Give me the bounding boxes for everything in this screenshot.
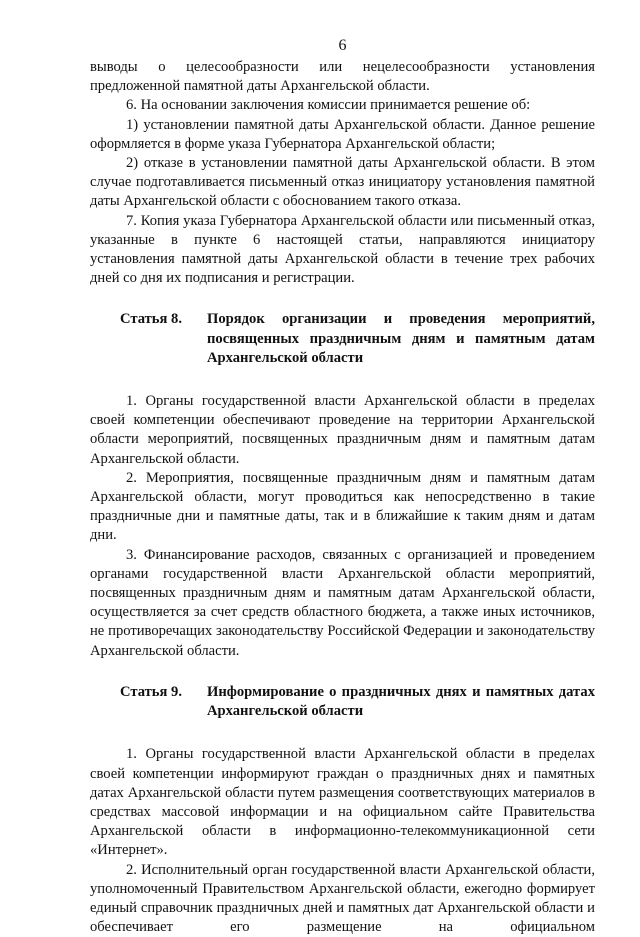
article-9-paragraph-1: 1. Органы государственной власти Архангельской области в пределах своей компетенции информируют граждан о праздничных днях и памятных датах Архангельской области путем размещения соответствующих материалов в средствах массовой информации и на официальном сайте Правительства Архангельской области в информационно-телекоммуникационной сети «Интернет».: [90, 746, 595, 859]
page-number: 6: [338, 37, 347, 54]
paragraph-subitem-2: 2) отказе в установлении памятной даты Архангельской области. В этом случае подготавливается письменный отказ инициатору установления памятной даты Архангельской области с обоснованием такого отказа.: [90, 155, 595, 210]
paragraph-subitem-1: 1) установлении памятной даты Архангельской области. Данное решение оформляется в форме указа Губернатора Архангельской области;: [90, 116, 595, 152]
paragraph-continuation: выводы о целесообразности или нецелесообразности установления предложенной памятной даты Архангельской области.: [90, 59, 595, 95]
article-9-paragraph-2: 2. Исполнительный орган государственной власти Архангельской области, уполномоченный Правительством Архангельской области, ежегодно формирует единый справочник праздничных дней и памятных дат Архангельской области и обеспечивает его размещение на официальном: [90, 861, 595, 936]
article-8-heading: [120, 310, 595, 368]
paragraph-item-7: 7. Копия указа Губернатора Архангельской области или письменный отказ, указанные в пункте 6 настоящей статьи, направляются инициатору установления памятной даты Архангельской области в течение трех рабочих дней со дня их подписания и регистрации.: [90, 212, 595, 287]
article-8-paragraph-1: 1. Органы государственной власти Архангельской области в пределах своей компетенции обеспечивают проведение на территории Архангельской области мероприятий, посвященных праздничным дням и памятным датам Архангельской области.: [90, 393, 595, 467]
article-9-number: Статья 9.: [120, 683, 182, 700]
article-9-heading: [120, 683, 595, 721]
article-8-paragraph-2: 2. Мероприятия, посвященные праздничным дням и памятным датам Архангельской области, могут проводиться как непосредственно в такие праздничные дни и памятные даты, так и в ближайшие к таким дням и датам дни.: [90, 469, 595, 544]
article-8-title: Порядок организации и проведения мероприятий, посвященных праздничным дням и памятным датам Архангельской области: [207, 311, 595, 366]
paragraph-item-6: 6. На основании заключения комиссии принимается решение об:: [126, 97, 531, 114]
article-9-title: Информирование о праздничных днях и памятных датах Архангельской области: [207, 683, 595, 720]
article-8-paragraph-3: 3. Финансирование расходов, связанных с организацией и проведением органами государственной власти Архангельской области мероприятий, посвященных праздничным дням и памятным датам Архангельской области, осуществляется за счет средств областного бюджета, а также иных источников, не противоречащих законодательству Российской Федерации и законодательству Архангельской области.: [90, 546, 595, 659]
article-8-number: Статья 8.: [120, 311, 182, 328]
document-page: [90, 36, 595, 937]
